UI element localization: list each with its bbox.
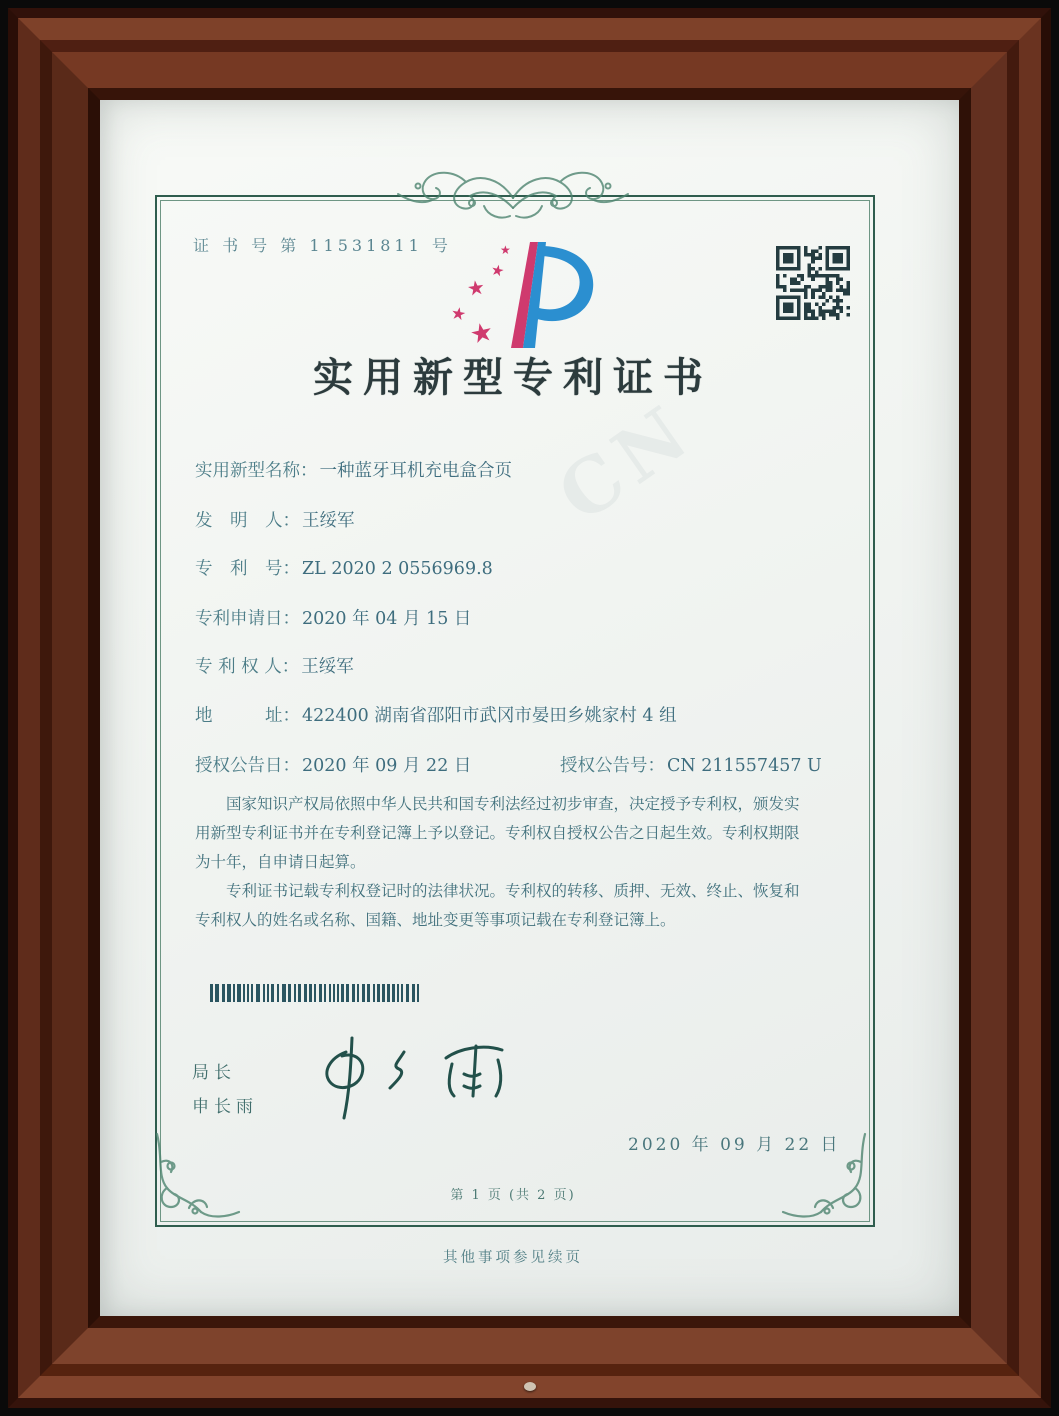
- frame-stand-peg: [524, 1382, 536, 1391]
- frame-groove: [40, 40, 1019, 1376]
- field-value: ZL 2020 2 0556969.8: [302, 559, 493, 579]
- field-label: 地 址：: [195, 706, 300, 726]
- field-label: 专 利 权 人：: [195, 657, 300, 677]
- frame-inner-lip: [88, 88, 971, 1328]
- svg-text:★: ★: [467, 316, 497, 351]
- field-row-name: [195, 457, 904, 483]
- field-label: 发 明 人：: [195, 511, 300, 531]
- cnipa-logo: [438, 236, 608, 356]
- logo-p-bowl: [537, 246, 593, 321]
- field-row-filing-date: [195, 605, 904, 631]
- field-label: 授权公告号：: [560, 756, 665, 776]
- field-value: 一种蓝牙耳机充电盒合页: [319, 461, 512, 481]
- barcode: [210, 984, 440, 1002]
- field-value: 422400 湖南省邵阳市武冈市晏田乡姚家村 4 组: [302, 706, 677, 726]
- field-value: CN 211557457 U: [667, 756, 822, 776]
- field-label: 专利申请日：: [195, 609, 300, 629]
- bottom-left-corner-ornament: [149, 1128, 245, 1224]
- field-row-patent-number: [195, 555, 904, 581]
- svg-text:★: ★: [449, 303, 468, 326]
- legal-paragraph-2: 专利证书记载专利权登记时的法律状况。专利权的转移、质押、无效、终止、恢复和专利权人的姓名或名称、国籍、地址变更等事项记载在专利登记簿上。: [195, 882, 800, 929]
- field-value: 王绥军: [302, 511, 355, 531]
- svg-text:★: ★: [465, 274, 487, 301]
- logo-stars: [449, 243, 511, 351]
- field-row-address: [195, 702, 904, 728]
- field-value: 2020 年 09 月 22 日: [302, 756, 472, 776]
- field-label: 授权公告日：: [195, 756, 300, 776]
- bottom-right-corner-ornament: [777, 1128, 873, 1224]
- field-value: 王绥军: [301, 657, 354, 677]
- frame-outer-lip: [8, 8, 1051, 1408]
- frame-outer-slope: [18, 18, 1041, 1398]
- issuer-title-label: 局长: [192, 1063, 236, 1083]
- issuer-name: 申长雨: [192, 1097, 258, 1117]
- certificate-paper: [100, 100, 959, 1316]
- watermark: CN: [543, 386, 710, 540]
- issue-date: 2020 年 09 月 22 日: [628, 1135, 841, 1155]
- field-row-inventor: [195, 507, 904, 533]
- svg-text:★: ★: [500, 243, 511, 257]
- continuation-note: 其他事项参见续页: [443, 1250, 583, 1266]
- top-flourish-ornament: [388, 158, 638, 230]
- certificate-title: 实用新型专利证书: [313, 354, 713, 401]
- field-row-grant: [195, 752, 904, 778]
- field-value: 2020 年 04 月 15 日: [302, 609, 472, 629]
- legal-text-block: [195, 790, 807, 935]
- legal-paragraph-1: 国家知识产权局依照中华人民共和国专利法经过初步审查，决定授予专利权，颁发实用新型专利证书并在专利登记簿上予以登记。专利权自授权公告之日起生效。专利权期限为十年，自申请日起算。: [195, 795, 800, 871]
- field-label: 实用新型名称：: [195, 461, 318, 481]
- svg-text:★: ★: [489, 260, 507, 281]
- field-row-patentee: [195, 653, 904, 679]
- field-label: 专 利 号：: [195, 559, 300, 579]
- wooden-frame: [52, 52, 1007, 1364]
- certificate-number: 证 书 号 第 11531811 号: [193, 236, 452, 255]
- page-indicator: 第 1 页 (共 2 页): [450, 1188, 576, 1203]
- field-pair-grant-number: [560, 752, 822, 777]
- qr-code: [776, 246, 850, 320]
- signature: [268, 1030, 548, 1130]
